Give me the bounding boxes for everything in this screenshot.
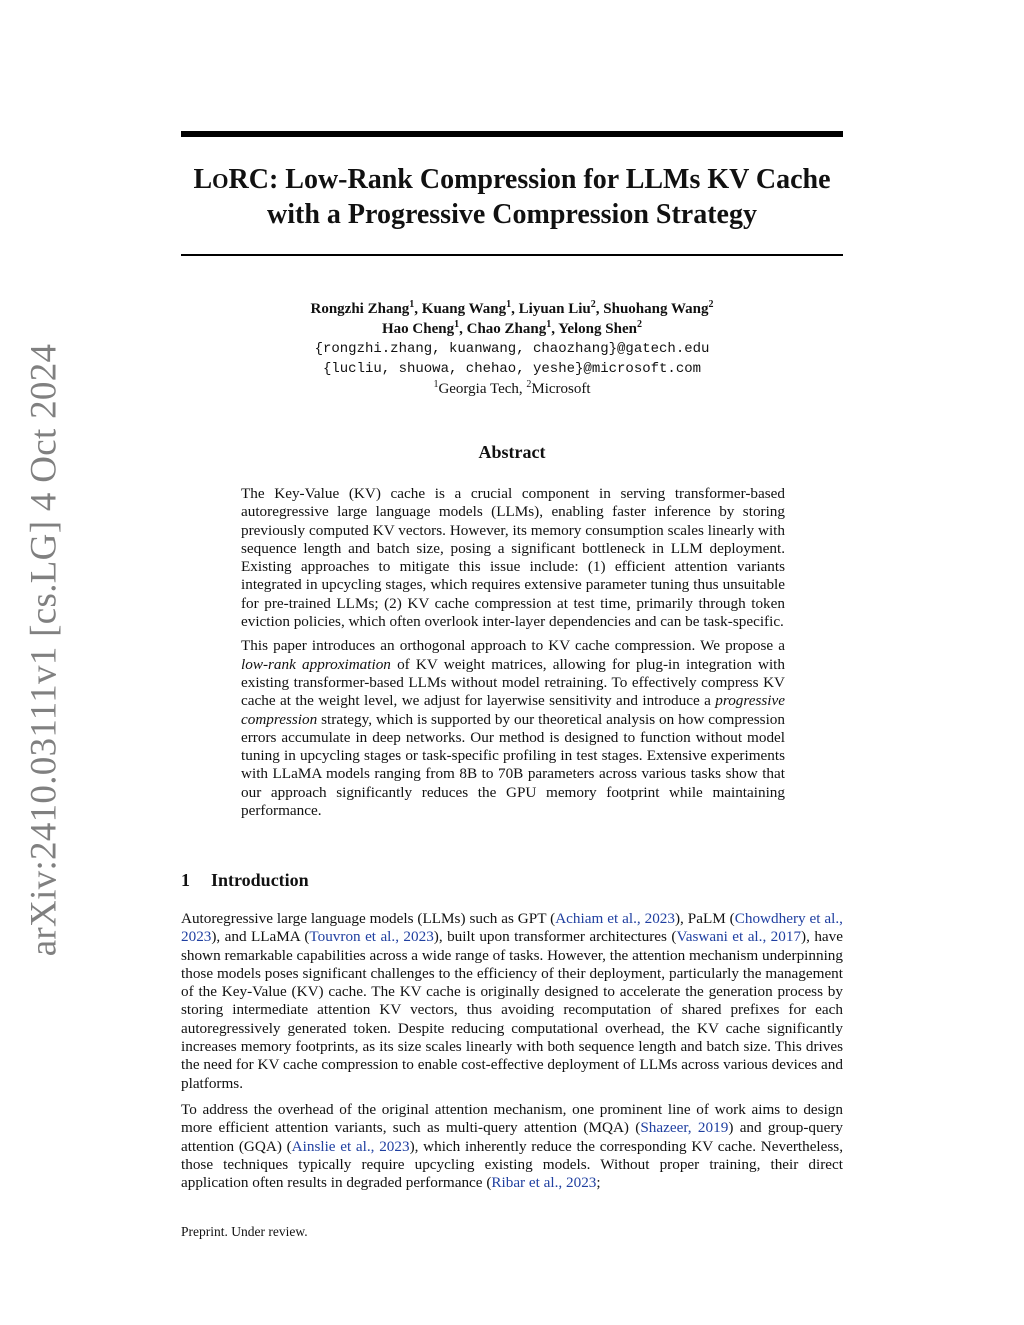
text-run: To address the overhead of the original attention mechanism, one prominent line of work aims to design more efficient attention variants, such as multi-query attention (MQA) ( (181, 1100, 843, 1137)
title-name-part-b: O (212, 169, 229, 193)
abstract-paragraph-1: The Key-Value (KV) cache is a crucial component in serving transformer-based autoregressive large language models (LLMs), enabling faster inference by storing previously computed KV vectors. However, its memory consumption scales linearly with sequence length and batch size, posing a significant bottleneck in LLM deployment. Existing approaches to mitigate this issue include: (1) efficient attention variants integrated in upcycling stages, which requires extensive parameter tuning thus unsuitable for pre-trained LLMs; (2) KV cache compression at test time, primarily through token eviction policies, which often overlook inter-layer dependencies and can be task-specific. (241, 485, 785, 631)
citation-link[interactable]: Touvron et al., 2023 (309, 928, 434, 946)
arxiv-id: arXiv:2410.03111v1 [cs.LG] 4 Oct 2024 (23, 343, 65, 957)
text-run: strategy, which is supported by our theoretical analysis on how compression errors accumulate in deep networks. Our method is designed to function without model tuning in upcycling stages or task-specific profiling in test stages. Extensive experiments with LLaMA models ranging from 8B to 70B parameters across various tasks show that our approach significantly reduces the GPU memory footprint while maintaining performance. (241, 710, 785, 820)
citation-link[interactable]: Chowdhery et al., 2023 (181, 910, 843, 946)
title-name-part-c: RC (228, 164, 269, 195)
affiliation-mark: 2 (526, 379, 532, 390)
author-line-1: Rongzhi Zhang$^1$, Kuang Wang$^1$, Liyuan Liu$^2$, Shuohang Wang$^2$ (310, 299, 714, 317)
title-top-rule (181, 131, 843, 137)
author-name: Kuang Wang (421, 301, 507, 317)
title-line-1 (160, 163, 864, 198)
affiliation-mark: 1 (546, 319, 552, 330)
affiliation-mark: 2 (636, 319, 642, 330)
emphasis-low-rank: low-rank approximation (241, 655, 391, 673)
footer-note: Preprint. Under review. (181, 1224, 308, 1239)
affiliation-mark: 1 (454, 319, 460, 330)
text-run: This paper introduces an orthogonal approach to KV cache compression. We propose a (241, 637, 785, 655)
affiliation-2: Microsoft (531, 381, 591, 397)
author-line-2: Hao Cheng$^1$, Chao Zhang$^1$, Yelong Shen$^2$ (382, 319, 642, 337)
title-bottom-rule (181, 254, 843, 256)
title-name-part-a: L (193, 164, 213, 195)
email-line-2: {lucliu, shuowa, chehao, yeshe}@microsoft.com (322, 361, 702, 377)
text-run: ), PaLM ( (674, 910, 735, 927)
abstract-heading: Abstract (478, 442, 546, 462)
section-heading-introduction (181, 870, 309, 891)
citation-link[interactable]: Vaswani et al., 2017 (676, 928, 802, 946)
text-run: ), which inherently reduce the corresponding KV cache. Nevertheless, those techniques typically require upcycling existing models. Without proper training, their direct application often results in degraded performance ( (181, 1137, 844, 1192)
affiliation-mark: 2 (708, 299, 714, 310)
affiliation-line (181, 379, 843, 399)
citation-link[interactable]: Ainslie et al., 2023 (291, 1137, 410, 1155)
affiliation-mark: 1 (433, 379, 439, 390)
title-line-1-rest: : Low-Rank Compression for LLMs KV Cache (268, 164, 831, 195)
abstract-paragraph-2 (241, 637, 785, 820)
intro-paragraph-2 (181, 1101, 843, 1192)
affiliation-mark: 2 (590, 299, 596, 310)
text-run: ), built upon transformer architectures ( (433, 928, 677, 946)
citation-link[interactable]: Achiam et al., 2023 (555, 910, 675, 927)
emphasis-progressive: progressive compression (241, 692, 785, 728)
author-name: Shuohang Wang (603, 301, 709, 317)
author-name: Rongzhi Zhang (310, 301, 410, 317)
title-line-2: with a Progressive Compression Strategy (267, 199, 757, 230)
text-run: Autoregressive large language models (LLMs) such as GPT ( (181, 910, 556, 927)
email-line-1: {rongzhi.zhang, kuanwang, chaozhang}@gatech.edu (314, 341, 710, 357)
citation-link[interactable]: Shazeer, 2019 (640, 1119, 729, 1137)
author-name: Chao Zhang (466, 321, 547, 337)
text-run: of KV weight matrices, allowing for plug-in integration with existing transformer-based LLMs without model retraining. To effectively compress KV cache at the weight level, we adjust for layerwise sensitivity and introduce a (241, 655, 785, 710)
abstract-body (241, 485, 785, 826)
intro-paragraph-1 (181, 910, 843, 1093)
author-name: Yelong Shen (558, 321, 637, 337)
author-name: Liyuan Liu (518, 301, 591, 317)
affiliation-1: Georgia Tech, (438, 381, 527, 397)
author-name: Hao Cheng (382, 321, 455, 337)
affiliation-mark: 1 (506, 299, 512, 310)
affiliation-mark: 1 (409, 299, 415, 310)
text-run: ), and LLaMA ( (211, 928, 310, 946)
section-number: 1 (181, 870, 190, 890)
text-run: ), have shown remarkable capabilities across a wide range of tasks. However, the attention mechanism underpinning those models poses significant challenges to the efficiency of their deployment, particularly the management of the Key-Value (KV) cache. The KV cache is originally designed to accelerate the generation process by storing intermediate attention KV vectors, thus avoiding recomputation of shared prefixes for each autoregressively generated token. Despite reducing computational overhead, the KV cache significantly increases memory footprints, as its size scales linearly with both sequence length and batch size. This drives the need for KV cache compression to enable cost-effective deployment of LLMs across various devices and platforms. (181, 928, 843, 1092)
introduction-body (181, 910, 843, 1200)
citation-link[interactable]: Ribar et al., 2023 (491, 1174, 597, 1192)
section-title: Introduction (211, 870, 309, 890)
author-block (181, 299, 843, 399)
text-run: ) and group-query attention (GQA) ( (181, 1119, 844, 1155)
paper-title (160, 163, 864, 231)
text-run: ; (596, 1174, 601, 1192)
